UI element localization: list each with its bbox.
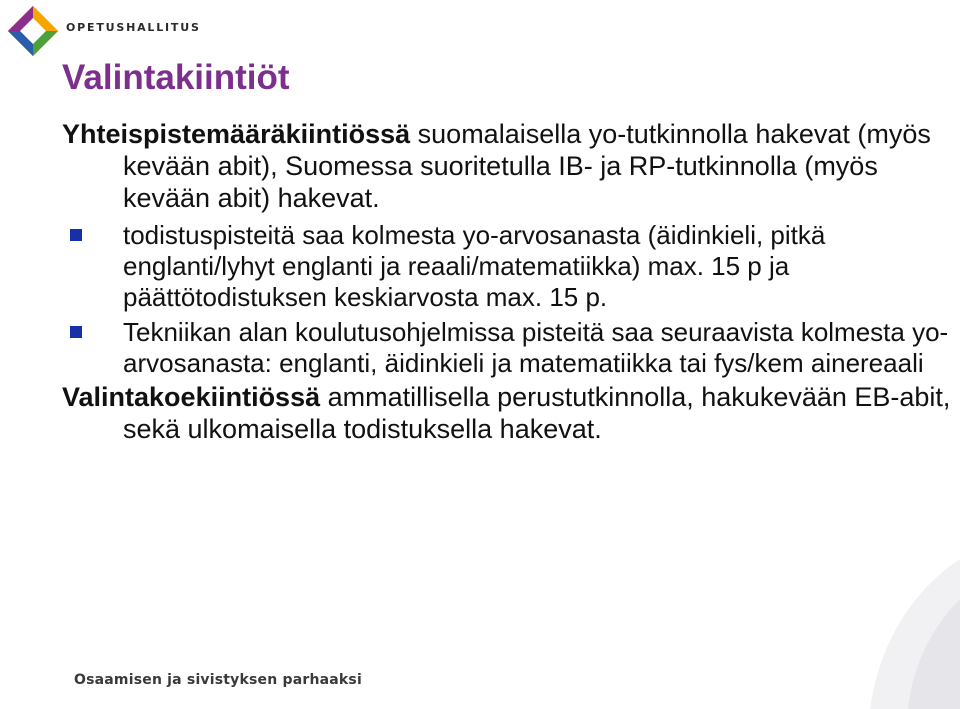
square-bullet-icon [70, 326, 82, 338]
paragraph-valintakoe [0, 381, 960, 445]
slide-content [0, 118, 960, 445]
brand-name: OPETUSHALLITUS [66, 21, 201, 34]
bullet-item [0, 220, 960, 313]
paragraph-text: suomalaisella yo-tutkinnolla hakevat (myös kevään abit), Suomessa suoritetulla IB- ja RP-tutkinnolla (myös kevään abit) hakevat. [123, 119, 931, 213]
footer-slogan: Osaamisen ja sivistyksen parhaaksi [74, 672, 362, 688]
paragraph-lead: Valintakoekiintiössä [62, 382, 321, 412]
square-bullet-icon [70, 229, 82, 241]
bullet-text: Tekniikan alan koulutusohjelmissa pisteitä saa seuraavista kolmesta yo-arvosanasta: englanti, äidinkieli ja matematiikka tai fys/kem ainereaali [123, 317, 949, 378]
slide-title: Valintakiintiöt [62, 58, 290, 97]
opetushallitus-logo-icon [6, 4, 60, 58]
paragraph-yhteispiste [0, 118, 960, 214]
paragraph-lead: Yhteispistemääräkiintiössä [62, 119, 411, 149]
decorative-corner-shape [820, 549, 960, 709]
bullet-item [0, 317, 960, 379]
paragraph-text: ammatillisella perustutkinnolla, hakukevään EB-abit, sekä ulkomaisella todistuksella hakevat. [123, 382, 951, 444]
bullet-text: todistuspisteitä saa kolmesta yo-arvosanasta (äidinkieli, pitkä englanti/lyhyt englanti ja reaali/matematiikka) max. 15 p ja päättötodistuksen keskiarvosta max. 15 p. [123, 220, 826, 312]
